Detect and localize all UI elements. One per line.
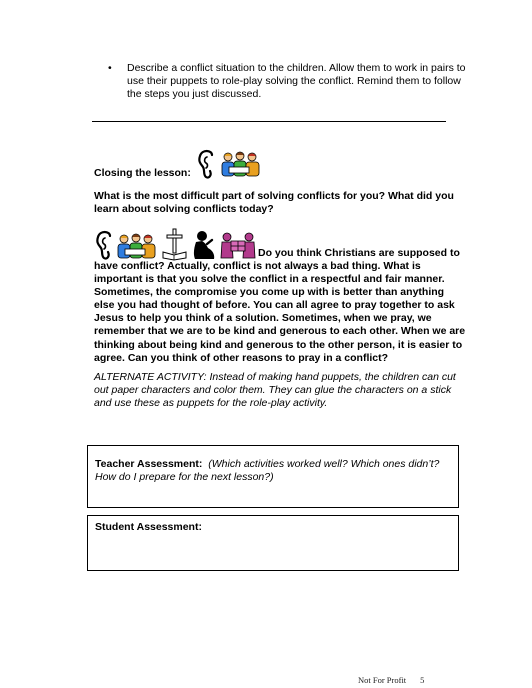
teacher-assessment-prompt: (Which activities worked well? Which ones didn’t? How do I prepare for the next lesson?): [95, 458, 440, 483]
children-group-icon: [116, 232, 160, 260]
gift-sharing-icon: [220, 232, 256, 260]
discussion-icons: [94, 230, 258, 260]
teacher-assessment-text: [95, 458, 450, 484]
reflection-question: What is the most difficult part of solving conflicts for you? What did you learn about solving conflicts today?: [94, 190, 454, 215]
bullet-marker: •: [108, 62, 112, 74]
ear-icon: [196, 149, 218, 179]
page-footer: [358, 675, 424, 685]
section-divider: [92, 121, 446, 122]
children-group-icon: [220, 150, 264, 178]
footer-text: Not For Profit: [358, 675, 407, 685]
closing-label: Closing the lesson:: [94, 167, 191, 179]
student-assessment-text: [95, 521, 450, 534]
student-assessment-box[interactable]: [87, 515, 459, 571]
bullet-item: [108, 62, 478, 101]
teacher-assessment-label: Teacher Assessment:: [95, 458, 203, 470]
bullet-text: Describe a conflict situation to the children. Allow them to work in pairs to use their puppets to role-play solving the conflict. Remind them to follow the steps you just discussed.: [127, 62, 466, 100]
praying-child-icon: [190, 230, 220, 260]
closing-heading: [94, 167, 191, 179]
teacher-assessment-box[interactable]: [87, 445, 459, 508]
discussion-paragraph: [94, 230, 466, 365]
discussion-text: Do you think Christians are supposed to have conflict? Actually, conflict is not always a bad thing. What is important is that you solve the conflict in a respectful and fair manner. Sometimes, the compromise you come up with is better than anything else you had thought of before. You can all agree to pray together to ask Jesus to help you think of a solution. Sometimes, when we pray, we remember that we are to be kind and generous to each other. When we are thinking about being kind and generous to the other person, it is easier to agree. Can you think of other reasons to pray in a conflict?: [94, 246, 466, 364]
cross-bible-icon: [162, 228, 188, 260]
ear-icon: [94, 230, 116, 260]
page-number: 5: [420, 675, 425, 685]
student-assessment-label: Student Assessment:: [95, 521, 202, 533]
alternate-activity: ALTERNATE ACTIVITY: Instead of making hand puppets, the children can cut out paper characters and color them. They can glue the characters on a stick and use these as puppets for the role-play activity.: [94, 371, 456, 409]
